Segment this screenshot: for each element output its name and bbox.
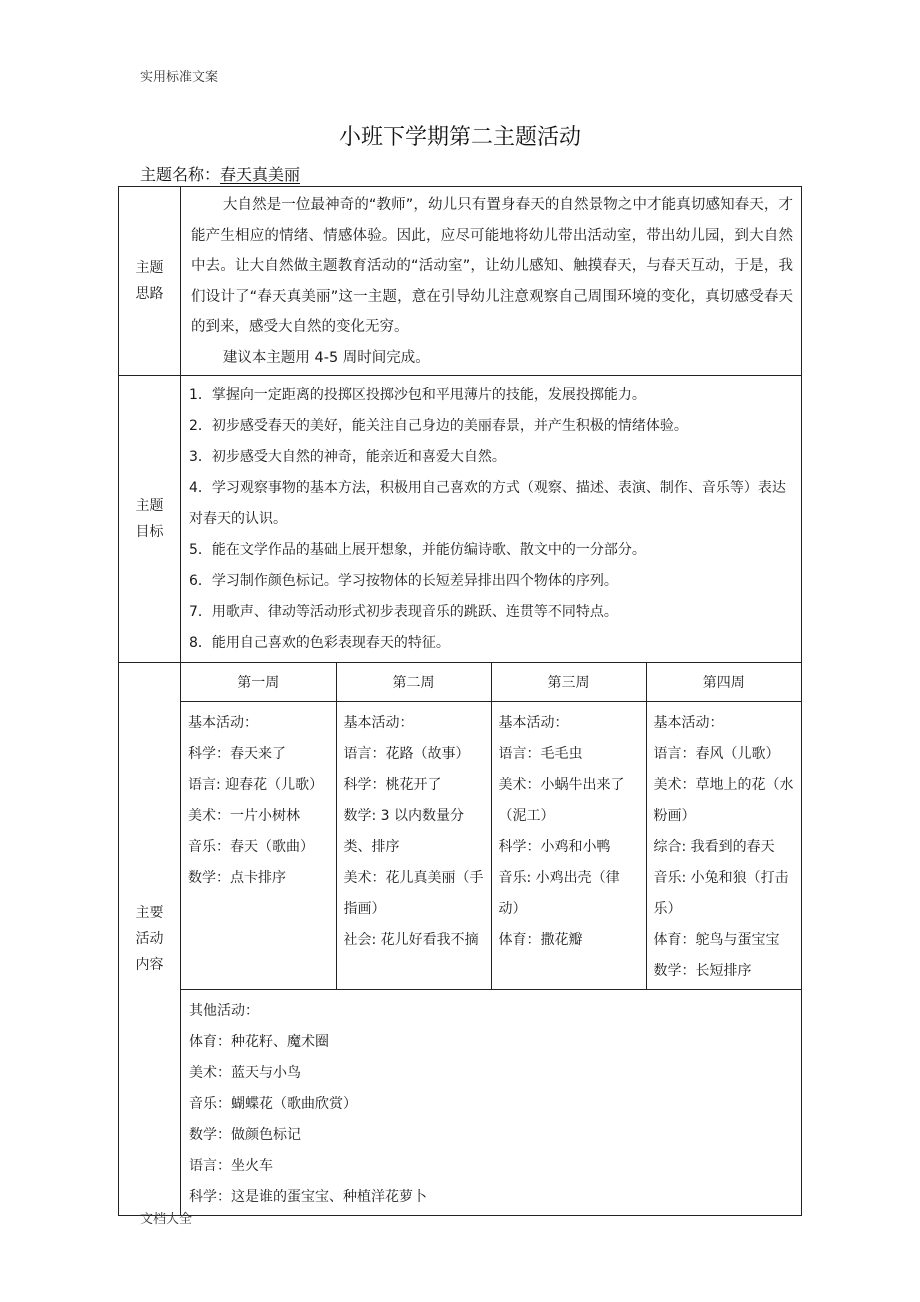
activity-line: 语言：花路（故事） — [343, 745, 470, 762]
activity-line: 数学：点卡排序 — [188, 869, 286, 886]
activity-line: 社会: 花儿好看我不摘 — [343, 931, 479, 948]
goal-content — [181, 376, 802, 663]
other-activity-line: 语言：坐火车 — [189, 1157, 273, 1174]
document-title: 小班下学期第二主题活动 — [338, 125, 581, 150]
activity-line: 科学：小鸡和小鸭 — [498, 838, 611, 855]
content-row — [119, 663, 802, 990]
goal-item: 4．学习观察事物的基本方法，积极用自己喜欢的方式（观察、描述、表演、制作、音乐等）表达对春天的认识。 — [189, 480, 786, 527]
week-header: 第三周 — [491, 663, 646, 701]
idea-row — [119, 187, 802, 376]
activity-line: 数学: 3 以内数量分类、排序 — [343, 807, 465, 855]
activity-line: 科学：桃花开了 — [343, 776, 442, 793]
other-activity-line: 科学：这是谁的蛋宝宝、种植洋花萝卜 — [189, 1188, 427, 1205]
activity-line: 美术：花儿真美丽（手指画） — [343, 869, 484, 917]
activity-line: 美术：一片小树林 — [188, 807, 300, 824]
activity-line: 体育：鸵鸟与蛋宝宝 — [653, 931, 780, 948]
other-activities — [181, 989, 802, 1215]
activity-line: 基本活动： — [188, 714, 258, 731]
other-activity-line: 其他活动： — [189, 1002, 259, 1019]
goal-item: 5．能在文学作品的基础上展开想象，并能仿编诗歌、散文中的一分部分。 — [189, 542, 646, 558]
footer-note: 文档大全 — [140, 1212, 193, 1227]
week-header: 第四周 — [646, 663, 801, 701]
activity-line: 音乐：春天（歌曲） — [188, 838, 314, 855]
activity-line: 数学：长短排序 — [653, 962, 752, 979]
activity-line: 语言：毛毛虫 — [498, 745, 583, 762]
goal-item: 8．能用自己喜欢的色彩表现春天的特征。 — [189, 635, 450, 651]
goal-item: 7．用歌声、律动等活动形式初步表现音乐的跳跃、连贯等不同特点。 — [189, 604, 618, 620]
week-activities — [646, 701, 801, 989]
goal-label: 主题 目标 — [119, 376, 181, 663]
week-activities — [181, 701, 336, 989]
content-label: 主要 活动 内容 — [119, 663, 181, 1216]
activity-line: 综合: 我看到的春天 — [653, 838, 775, 855]
header-note: 实用标准文案 — [140, 70, 219, 85]
other-row — [119, 989, 802, 1215]
activity-line: 音乐: 小兔和狼（打击乐） — [653, 869, 789, 917]
week-activities — [491, 701, 646, 989]
other-activity-line: 美术：蓝天与小鸟 — [189, 1064, 301, 1081]
theme-name — [140, 162, 300, 185]
week-header: 第一周 — [181, 663, 336, 701]
activity-line: 语言：春风（儿歌） — [653, 745, 780, 762]
idea-paragraph: 建议本主题用 4-5 周时间完成。 — [222, 349, 430, 366]
activity-line: 音乐: 小鸡出壳（律动） — [498, 869, 620, 917]
theme-name-value: 春天真美丽 — [220, 165, 301, 184]
goal-row — [119, 376, 802, 663]
weekly-activities — [181, 663, 802, 990]
other-activity-line: 音乐：蝴蝶花（歌曲欣赏） — [189, 1095, 357, 1112]
activity-line: 体育：撒花瓣 — [498, 931, 583, 948]
activity-line: 语言: 迎春花（儿歌） — [188, 776, 324, 793]
idea-label: 主题 思路 — [119, 187, 181, 376]
activity-line: 美术：小蜗牛出来了（泥工） — [498, 776, 625, 824]
weekly-table — [181, 663, 801, 989]
activity-line: 科学：春天来了 — [188, 745, 286, 762]
idea-content — [181, 187, 802, 376]
week-header: 第二周 — [336, 663, 491, 701]
activity-line: 美术：草地上的花（水粉画） — [653, 776, 794, 824]
theme-name-label: 主题名称： — [140, 165, 221, 184]
goal-item: 3．初步感受大自然的神奇，能亲近和喜爱大自然。 — [189, 449, 506, 465]
goal-item: 6．学习制作颜色标记。学习按物体的长短差异排出四个物体的序列。 — [189, 573, 618, 589]
week-activities — [336, 701, 491, 989]
activity-line: 基本活动： — [653, 714, 724, 731]
other-activity-line: 数学：做颜色标记 — [189, 1126, 301, 1143]
theme-plan-table — [118, 186, 802, 1216]
goal-item: 1．掌握向一定距离的投掷区投掷沙包和平甩薄片的技能，发展投掷能力。 — [189, 387, 646, 403]
idea-paragraph: 大自然是一位最神奇的“教师”，幼儿只有置身春天的自然景物之中才能真切感知春天，才能产生相应的情绪、情感体验。因此，应尽可能地将幼儿带出活动室，带出幼儿园，到大自然中去。让大自然做主题教育活动的“活动室”，让幼儿感知、触摸春天，与春天互动，于是，我们设计了“春天真美丽”这一主题，意在引导幼儿注意观察自己周围环境的变化，真切感受春天的到来，感受大自然的变化无穷。 — [191, 197, 793, 335]
other-activity-line: 体育：种花籽、魔术圈 — [189, 1033, 329, 1050]
goal-item: 2．初步感受春天的美好，能关注自己身边的美丽春景，并产生积极的情绪体验。 — [189, 418, 688, 434]
activity-line: 基本活动： — [498, 714, 569, 731]
activity-line: 基本活动： — [343, 714, 414, 731]
